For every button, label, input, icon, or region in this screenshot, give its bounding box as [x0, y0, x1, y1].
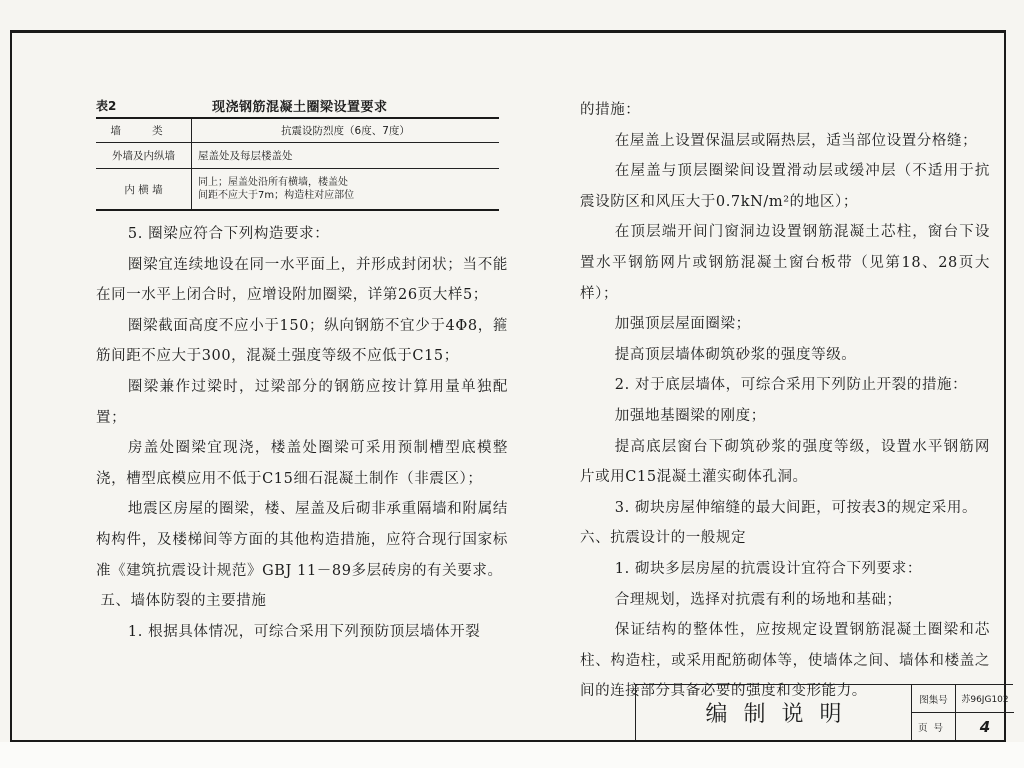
paragraph: 3. 砌块房屋伸缩缝的最大间距，可按表3的规定采用。 — [614, 499, 978, 516]
paragraph: 房盖处圈梁宜现浇，楼盖处圈梁可采用预制槽型底模整浇，槽型底模应用不低于C15细石混凝土制作（非震区）； — [96, 440, 508, 487]
atlas-number-value: 苏96JG102 — [956, 685, 1014, 713]
left-column — [96, 95, 508, 647]
paragraph: 提高底层窗台下砌筑砂浆的强度等级，设置水平钢筋网片或用C15混凝土灌实砌体孔洞。 — [580, 438, 990, 486]
row-outer-wall-label: 外墙及内纵墙 — [112, 150, 175, 162]
paragraph: 1. 根据具体情况，可综合采用下列预防顶层墙体开裂 — [127, 623, 481, 640]
paragraph: 圈梁截面高度不应小于150；纵向钢筋不宜少于4Φ8，箍筋间距不应大于300，混凝土强度等级不应低于C15； — [96, 317, 508, 365]
paragraph: 加强地基圈梁的刚度； — [614, 407, 766, 424]
paragraph-continuation: 的措施： — [580, 102, 641, 118]
paragraph: 保证结构的整体性，应按规定设置钢筋混凝土圈梁和芯柱、构造柱，或采用配筋砌体等，使墙体之间、墙体和楼盖之间的连接部分具备必要的强度和变形能力。 — [580, 622, 990, 700]
header-intensity: 抗震设防烈度（6度、7度） — [281, 125, 410, 137]
table-row — [96, 143, 499, 169]
atlas-number-label: 图集号 — [912, 685, 956, 713]
paragraph: 圈梁兼作过梁时，过梁部分的钢筋应按计算用量单独配置； — [96, 378, 508, 426]
page-number-label: 页号 — [912, 713, 956, 740]
section-6-heading: 六、抗震设计的一般规定 — [580, 530, 747, 547]
row-inner-wall-value-line2: 间距不应大于7m；构造柱对应部位 — [198, 190, 355, 201]
header-wall-type: 墙 类 — [110, 125, 177, 137]
ring-beam-table — [96, 117, 499, 211]
title-block-title: 编制说明 — [636, 685, 912, 740]
right-column — [580, 95, 990, 707]
paragraph: 加强顶层屋面圈梁； — [614, 316, 751, 333]
row-inner-wall-value-line1: 同上；屋盖处沿所有横墙，楼盖处 — [198, 177, 348, 188]
paragraph: 1. 砌块多层房屋的抗震设计宜符合下列要求： — [614, 560, 922, 577]
paragraph: 圈梁宜连续地设在同一水平面上，并形成封闭状；当不能在同一水平上闭合时，应增设附加圈梁，详第26页大样5； — [96, 256, 508, 304]
table-number: 表2 — [96, 99, 117, 113]
paragraph: 在屋盖与顶层圈梁间设置滑动层或缓冲层（不适用于抗震设防区和风压大于0.7kN/m²的地区）； — [580, 163, 990, 210]
row-inner-wall-label: 内 横 墙 — [124, 183, 163, 196]
left-body-text — [96, 219, 508, 647]
paragraph: 地震区房屋的圈梁，楼、屋盖及后砌非承重隔墙和附属结构构件，及楼梯间等方面的其他构造措施，应符合现行国家标准《建筑抗震设计规范》GBJ 11－89多层砖房的有关要求。 — [96, 501, 508, 579]
paragraph: 合理规划，选择对抗震有利的场地和基础； — [614, 591, 902, 608]
table-title: 现浇钢筋混凝土圈梁设置要求 — [212, 100, 388, 115]
table-row — [96, 169, 499, 211]
paragraph: 2. 对于底层墙体，可综合采用下列防止开裂的措施： — [614, 377, 968, 394]
paragraph: 提高顶层墙体砌筑砂浆的强度等级。 — [614, 346, 857, 363]
clause-5-heading: 5. 圈梁应符合下列构造要求： — [127, 226, 330, 242]
title-block — [635, 684, 1013, 740]
paragraph: 在顶层端开间门窗洞边设置钢筋混凝土芯柱，窗台下设置水平钢筋网片或钢筋混凝土窗台板带（见第18、28页大样）； — [580, 224, 990, 302]
page-number-value: 4 — [979, 717, 991, 736]
table-header-row — [96, 118, 499, 143]
row-outer-wall-value: 屋盖处及每层楼盖处 — [198, 150, 293, 162]
section-5-heading: 五、墙体防裂的主要措施 — [100, 593, 267, 610]
paragraph: 在屋盖上设置保温层或隔热层，适当部位设置分格缝； — [614, 132, 978, 149]
table-caption — [96, 95, 508, 117]
page-margin — [0, 742, 1024, 768]
